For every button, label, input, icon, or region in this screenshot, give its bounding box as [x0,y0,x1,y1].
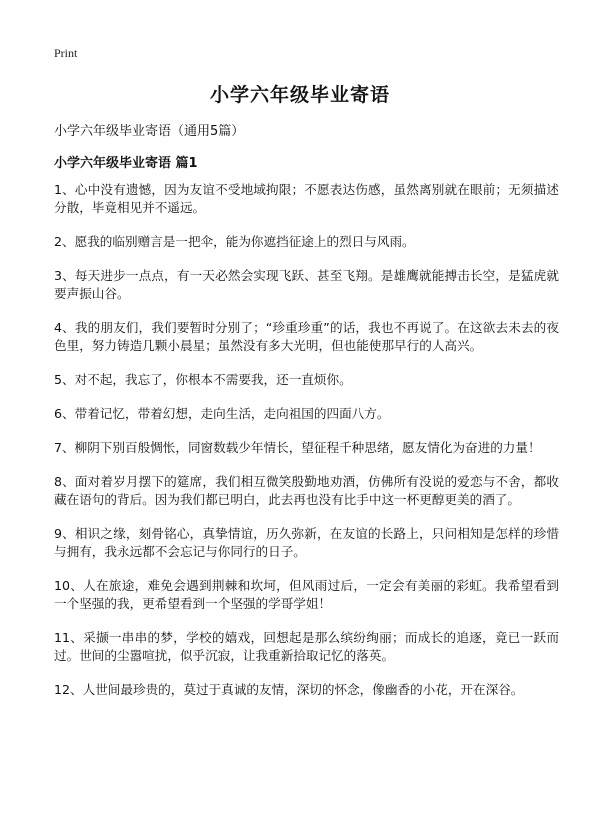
document-subtitle: 小学六年级毕业寄语（通用5篇） [54,124,245,139]
page-title: 小学六年级毕业寄语 [209,84,390,106]
paragraph-list [54,181,559,715]
paragraph-6: 6、带着记忆，带着幻想，走向生活，走向祖国的四面八方。 [54,406,390,421]
paragraph-3: 3、每天进步一点点，有一天必然会实现飞跃、甚至飞翔。是雄鹰就能搏击长空，是猛虎就要声振山谷。 [54,268,559,301]
paragraph-2: 2、愿我的临别赠言是一把伞，能为你遮挡征途上的烈日与风雨。 [54,234,415,249]
section-heading: 小学六年级毕业寄语 篇1 [54,156,198,171]
paragraph-5: 5、对不起，我忘了，你根本不需要我，还一直烦你。 [54,372,352,387]
paragraph-10: 10、人在旅途，难免会遇到荆棘和坎坷，但风雨过后，一定会有美丽的彩虹。我希望看到一个坚强的我，更希望看到一个坚强的学哥学姐！ [54,578,559,611]
print-link[interactable]: Print [54,46,78,60]
paragraph-8: 8、面对着岁月摆下的筵席，我们相互微笑殷勤地劝酒，仿佛所有没说的爱恋与不舍，都收藏在语句的背后。因为我们都已明白，此去再也没有比手中这一杯更醇更美的酒了。 [54,474,559,507]
paragraph-12: 12、人世间最珍贵的，莫过于真诚的友情，深切的怀念，像幽香的小花，开在深谷。 [54,682,524,697]
paragraph-11: 11、采撷一串串的梦，学校的嬉戏，回想起是那么缤纷绚丽；而成长的追逐，竟已一跃而过。世间的尘嚣喧扰，似乎沉寂，让我重新拾取记忆的落英。 [54,630,559,663]
paragraph-1: 1、心中没有遗憾，因为友谊不受地域拘限；不愿表达伤感，虽然离别就在眼前；无须描述分散，毕竟相见并不遥远。 [54,182,559,215]
paragraph-9: 9、相识之缘，刻骨铭心，真挚情谊，历久弥新，在友谊的长路上，只问相知是怎样的珍惜与拥有，我永远都不会忘记与你同行的日子。 [54,526,559,559]
paragraph-4: 4、我的朋友们，我们要暂时分别了；“珍重珍重”的话，我也不再说了。在这欲去未去的夜色里，努力铸造几颗小晨星；虽然没有多大光明，但也能使那早行的人高兴。 [54,320,559,353]
paragraph-7: 7、柳阴下别百般惆怅，同窗数载少年情长，望征程千种思绪，愿友情化为奋进的力量！ [54,440,541,455]
